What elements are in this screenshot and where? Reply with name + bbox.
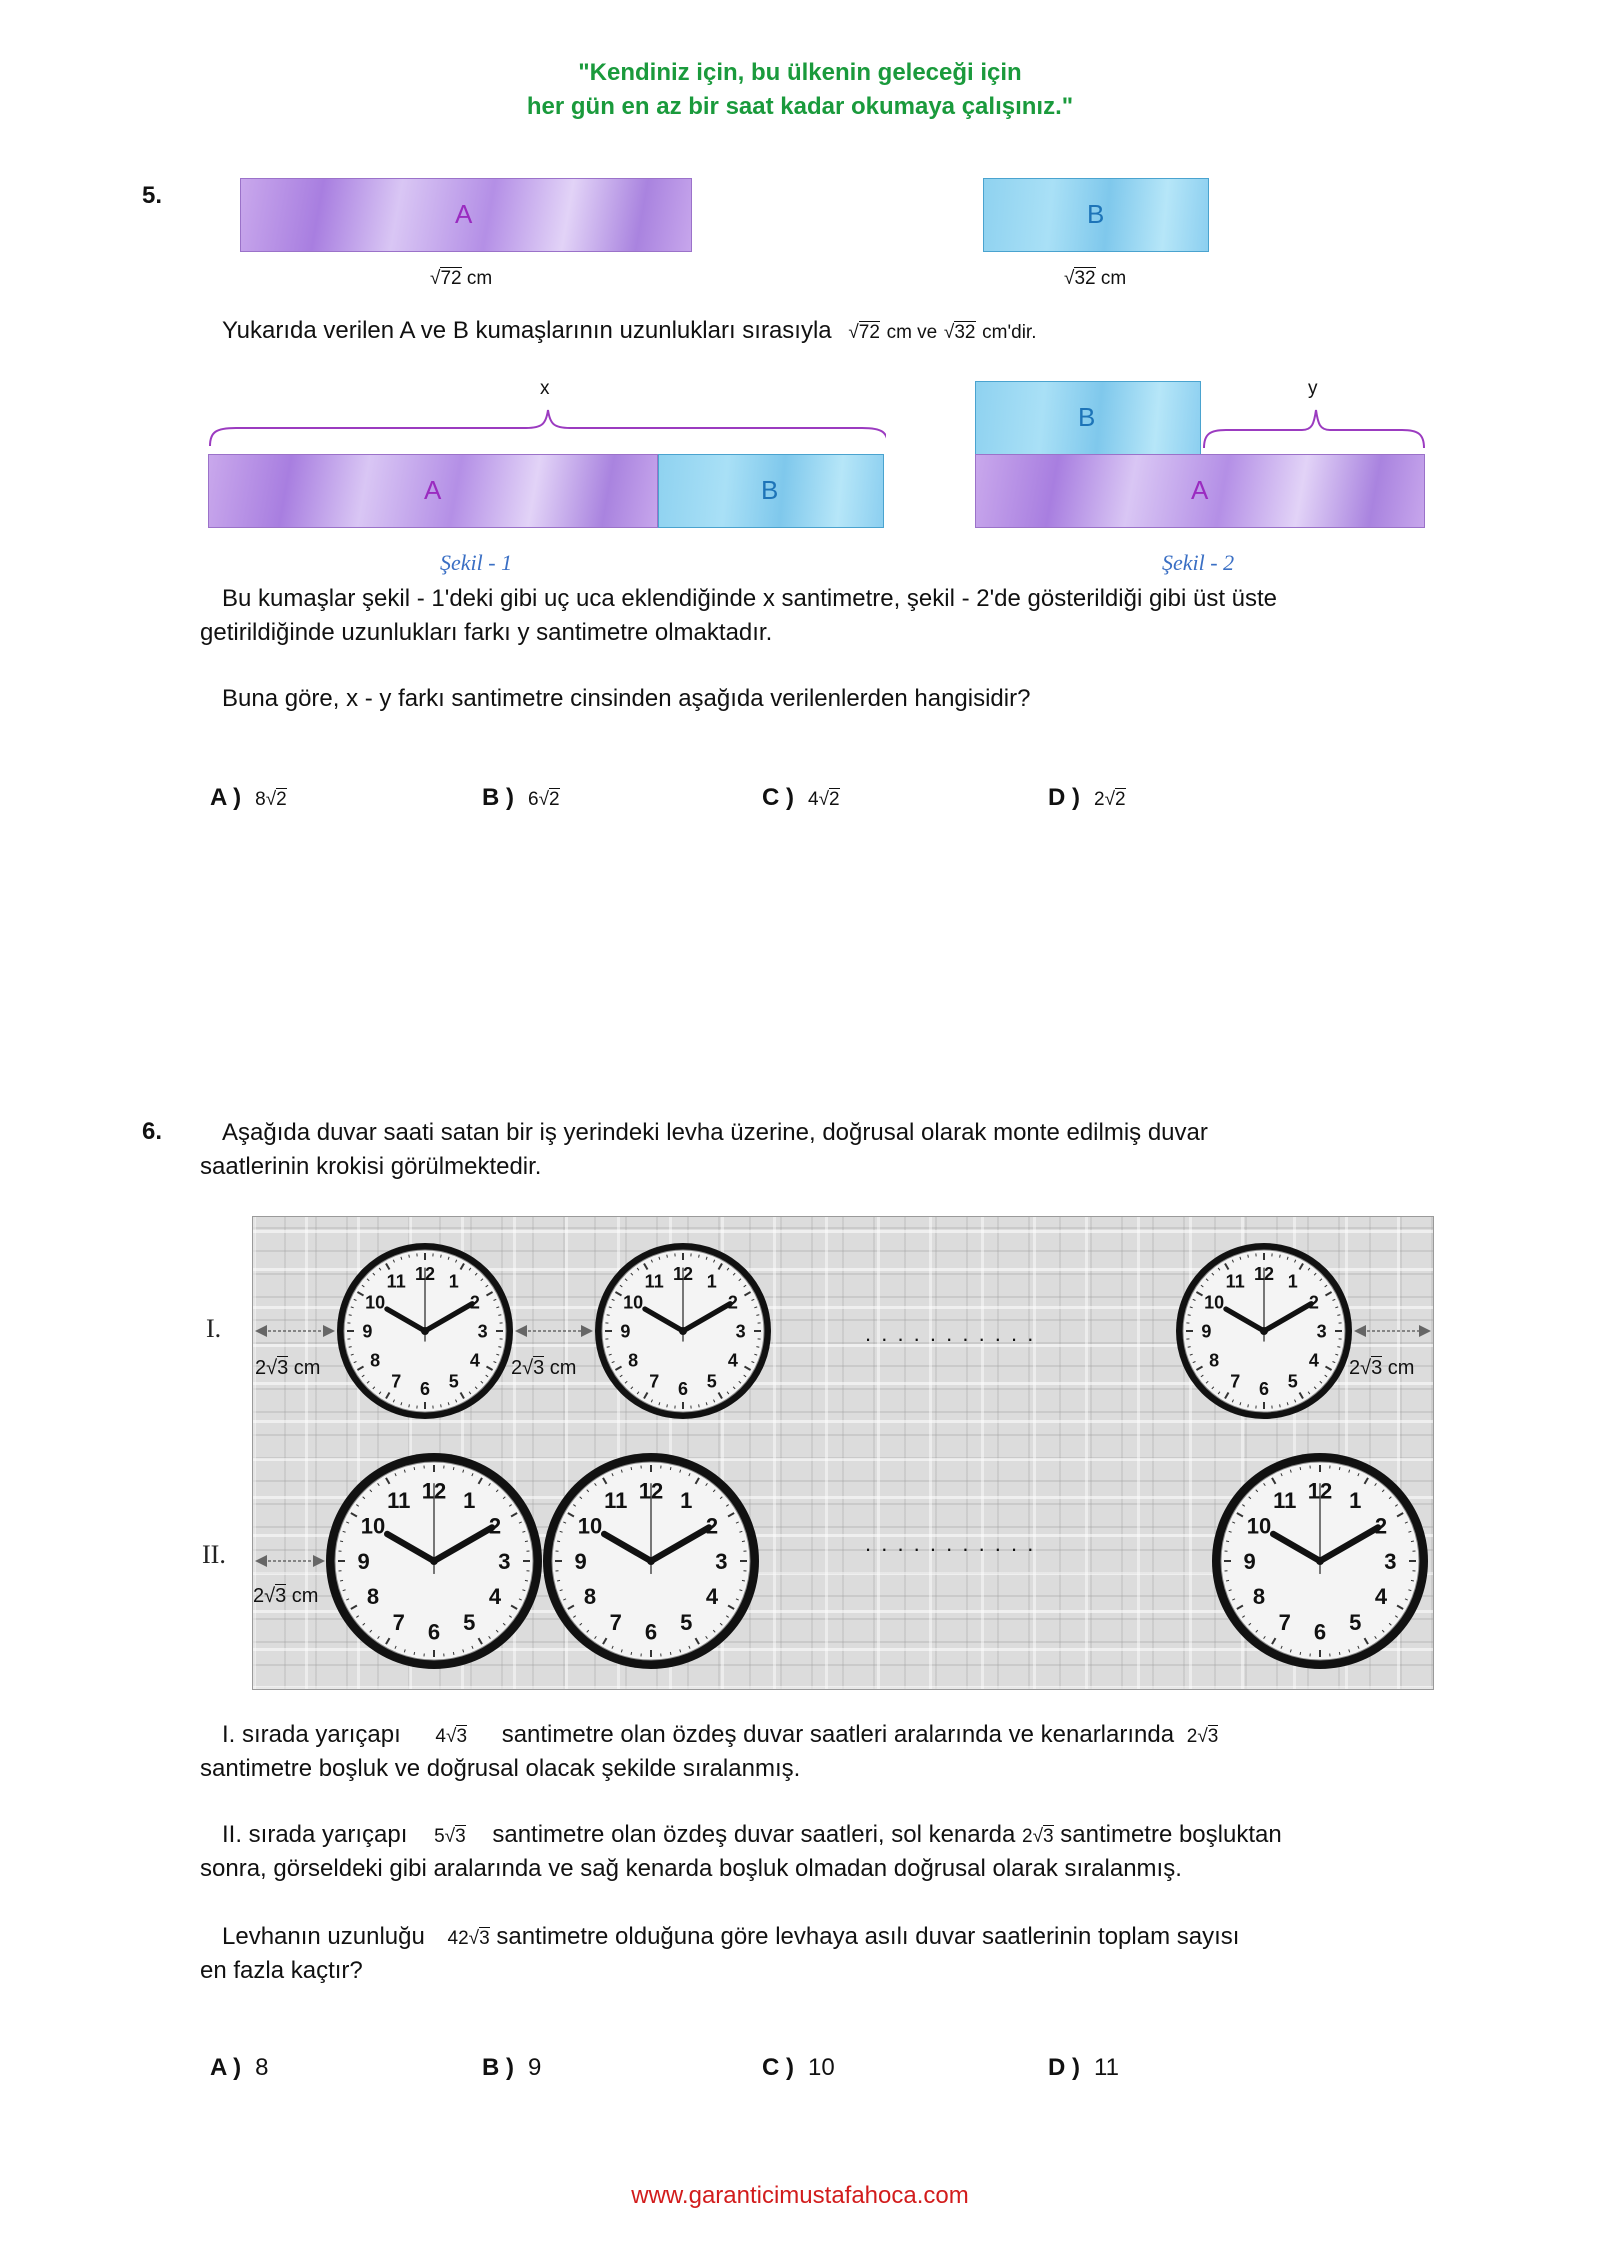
q6-p2-line2: sonra, görseldeki gibi aralarında ve sağ kenarda boşluk olmadan doğrusal olarak sıralanmış. <box>200 1855 1182 1882</box>
coef: 2 <box>1186 1726 1198 1747</box>
radicand: 3 <box>1371 1357 1383 1379</box>
clock-tick <box>414 1652 415 1655</box>
row1-gap-left: 2√3 cm <box>255 1357 321 1379</box>
clock-tick <box>340 1541 343 1542</box>
clock-number: 4 <box>488 1584 502 1610</box>
radicand: 3 <box>275 1585 287 1607</box>
option-key: A ) <box>210 2054 242 2081</box>
gap-unit: cm <box>291 1585 319 1607</box>
text: santimetre boşluktan <box>1060 1821 1282 1848</box>
motivational-quote-line2: her gün en az bir saat kadar okumaya çalışınız." <box>526 93 1074 120</box>
clock-number: 1 <box>706 1271 717 1292</box>
clock-tick <box>453 1652 454 1655</box>
clock-tick <box>1226 1541 1229 1542</box>
fabric-b-length <box>1064 268 1126 290</box>
clock-tick <box>1339 1467 1340 1470</box>
clock-tick <box>1337 1315 1340 1316</box>
y-label: y <box>1308 378 1318 399</box>
clock-number: 3 <box>715 1548 728 1574</box>
clock-tick <box>1248 1255 1249 1258</box>
radicand: 2 <box>1115 789 1126 810</box>
clock-number: 9 <box>620 1321 631 1342</box>
option-key: C ) <box>762 784 794 811</box>
clock-tick <box>1411 1541 1414 1542</box>
clock-tick <box>667 1255 668 1258</box>
clock-number: 8 <box>370 1350 381 1371</box>
clock-tick <box>498 1347 501 1348</box>
option-key: D ) <box>1048 784 1080 811</box>
clock-number: 1 <box>1287 1271 1298 1292</box>
q6-p1-line2: santimetre boşluk ve doğrusal olacak şekilde sıralanmış. <box>200 1755 801 1782</box>
clock-tick <box>756 1347 759 1348</box>
clock-number: 3 <box>1316 1321 1327 1342</box>
clock-number: 8 <box>628 1350 639 1371</box>
clock-number: 9 <box>362 1321 373 1342</box>
clock-number: 11 <box>386 1271 406 1292</box>
clock-tick <box>453 1467 454 1470</box>
fabric-b-label: B <box>1078 402 1096 432</box>
figure1-fabric-b <box>658 454 884 528</box>
clock-number: 12 <box>1253 1263 1275 1284</box>
sqrt-symbol: √72 <box>430 268 462 289</box>
clock-number: 8 <box>1209 1350 1220 1371</box>
clock-number: 9 <box>357 1548 370 1574</box>
radicand: 3 <box>1043 1826 1054 1847</box>
clock-number: 5 <box>463 1609 476 1635</box>
coef: 5 <box>434 1826 445 1847</box>
radicand: 3 <box>455 1826 466 1847</box>
clock-number: 6 <box>427 1619 441 1645</box>
clock-tick <box>607 1347 610 1348</box>
row1-gap-right: 2√3 cm <box>1349 1357 1415 1379</box>
row2-gap-left: 2√3 cm <box>253 1585 319 1607</box>
clock-tick <box>557 1580 560 1581</box>
gap-unit: cm <box>1387 1357 1415 1379</box>
unit: cm <box>466 268 493 289</box>
coef: 4 <box>435 1726 446 1747</box>
clock-tick <box>670 1467 671 1470</box>
clock-tick <box>1280 1404 1281 1407</box>
clock-number: 12 <box>672 1263 694 1284</box>
arrow-head-right <box>1419 1325 1431 1337</box>
clock-number: 4 <box>1374 1584 1388 1610</box>
fabric-b-label: B <box>761 475 779 505</box>
q6-p3-line1 <box>222 1920 1239 1956</box>
q6-intro-line2: saatlerinin krokisi görülmektedir. <box>200 1153 542 1180</box>
q5-intro-end: cm'dir. <box>982 322 1037 343</box>
arrow-head-left <box>255 1325 267 1337</box>
clock-number: 11 <box>644 1271 664 1292</box>
clock-tick <box>1280 1255 1281 1258</box>
q5-paragraph-line2: getirildiğinde uzunlukları farkı y santimetre olmaktadır. <box>200 619 773 646</box>
fabric-a-label: A <box>424 475 442 505</box>
brace-y <box>1202 404 1426 450</box>
clock-number: 12 <box>638 1478 664 1504</box>
arrow-head-right <box>313 1555 325 1567</box>
option-coef: 2 <box>1094 789 1105 810</box>
option-key: A ) <box>210 784 242 811</box>
clock-board-drawing <box>253 1217 1433 1689</box>
clock-number: 4 <box>705 1584 719 1610</box>
clock-number: 3 <box>735 1321 746 1342</box>
x-label: x <box>540 378 550 399</box>
clock-tick <box>1411 1580 1414 1581</box>
q5-intro-text: Yukarıda verilen A ve B kumaşlarının uzunlukları sırasıyla <box>222 317 832 344</box>
row1-continuation-dots: . . . . . . . . . . . <box>865 1321 1036 1346</box>
gap-unit: cm <box>293 1357 321 1379</box>
row1-clock-3 <box>1176 1243 1352 1419</box>
clock-center <box>1316 1557 1324 1565</box>
clock-number: 1 <box>463 1487 476 1513</box>
clock-number: 2 <box>705 1513 719 1539</box>
clock-tick <box>441 1255 442 1258</box>
coef: 42 <box>447 1928 469 1949</box>
row1-gap-arrow-left <box>255 1325 335 1337</box>
question-5-number: 5. <box>142 182 163 209</box>
option-key: D ) <box>1048 2054 1080 2081</box>
option-coef: 8 <box>255 789 266 810</box>
clock-number: 7 <box>1278 1609 1291 1635</box>
fabric-b-label: B <box>1087 199 1105 229</box>
fabric-a-top <box>240 178 692 252</box>
radicand: 3 <box>277 1357 289 1379</box>
gap-value: 2√3 <box>1186 1726 1219 1747</box>
q5-intro-b: √32 <box>943 322 976 343</box>
clock-number: 10 <box>577 1513 603 1539</box>
gap-coef: 2 <box>253 1585 265 1607</box>
clock-number: 10 <box>360 1513 386 1539</box>
clock-tick <box>1300 1467 1301 1470</box>
radicand: 3 <box>533 1357 545 1379</box>
clock-tick <box>557 1541 560 1542</box>
clock-tick <box>742 1541 745 1542</box>
clock-number: 7 <box>609 1609 622 1635</box>
q6-p3-line2: en fazla kaçtır? <box>200 1957 363 1984</box>
figure2-fabric-b <box>975 381 1201 455</box>
row2-label: II. <box>202 1540 226 1569</box>
clock-number: 6 <box>1313 1619 1327 1645</box>
clock-center <box>421 1327 429 1335</box>
q6-option-c[interactable] <box>762 2054 835 2082</box>
clock-number: 8 <box>1252 1584 1266 1610</box>
fabric-b-top <box>983 178 1209 252</box>
row1-gap-middle: 2√3 cm <box>511 1357 577 1379</box>
option-value: 9 <box>528 2054 542 2081</box>
row2-clock-1 <box>326 1453 542 1669</box>
clock-tick <box>1300 1652 1301 1655</box>
clock-number: 10 <box>623 1292 644 1313</box>
sqrt-symbol: √32 <box>1064 268 1096 289</box>
clock-number: 12 <box>421 1478 447 1504</box>
gap-coef: 2 <box>511 1357 523 1379</box>
clock-number: 3 <box>498 1548 511 1574</box>
clock-number: 5 <box>706 1371 717 1392</box>
radicand: 2 <box>276 789 287 810</box>
clock-number: 2 <box>1308 1292 1319 1313</box>
clock-number: 5 <box>1349 1609 1362 1635</box>
clock-tick <box>1226 1580 1229 1581</box>
clock-number: 12 <box>1307 1478 1333 1504</box>
clock-tick <box>409 1404 410 1407</box>
clock-center <box>1260 1327 1268 1335</box>
radicand: 2 <box>549 789 560 810</box>
clock-number: 6 <box>1258 1379 1270 1400</box>
clock-center <box>647 1557 655 1565</box>
clock-tick <box>409 1255 410 1258</box>
clock-number: 10 <box>1246 1513 1272 1539</box>
clock-tick <box>349 1315 352 1316</box>
option-key: B ) <box>482 784 514 811</box>
clock-tick <box>607 1315 610 1316</box>
q5-question: Buna göre, x - y farkı santimetre cinsinden aşağıda verilenlerden hangisidir? <box>222 685 1031 712</box>
arrow-head-left <box>255 1555 267 1567</box>
row2-clock-3 <box>1212 1453 1428 1669</box>
clock-number: 2 <box>727 1292 738 1313</box>
radicand: 72 <box>440 268 462 289</box>
brace-x <box>206 402 886 450</box>
text: II. sırada yarıçapı <box>222 1821 408 1848</box>
clock-number: 6 <box>677 1379 689 1400</box>
gap-coef: 2 <box>1349 1357 1361 1379</box>
clock-tick <box>349 1347 352 1348</box>
option-key: C ) <box>762 2054 794 2081</box>
q6-option-d[interactable] <box>1048 2054 1119 2082</box>
row1-label: I. <box>206 1314 222 1343</box>
clock-tick <box>441 1404 442 1407</box>
q5-intro <box>222 314 1036 350</box>
clock-number: 8 <box>366 1584 380 1610</box>
q5-option-b[interactable]: B ) 6√2 <box>482 784 560 811</box>
option-value: 11 <box>1094 2054 1119 2081</box>
clock-tick <box>670 1652 671 1655</box>
clock-number: 3 <box>477 1321 488 1342</box>
row1-clock-2 <box>595 1243 771 1419</box>
clock-number: 4 <box>469 1350 480 1371</box>
fabric-a-length <box>430 268 492 290</box>
row1-gap-arrow-right <box>1354 1325 1431 1337</box>
figure2-fabric-a <box>975 454 1425 528</box>
q6-p2-line1 <box>222 1818 1282 1854</box>
clock-number: 2 <box>488 1513 502 1539</box>
figure1-caption: Şekil - 1 <box>440 550 513 575</box>
unit: cm <box>1100 268 1127 289</box>
radicand: 3 <box>479 1928 490 1949</box>
row2-continuation-dots: . . . . . . . . . . . <box>865 1531 1036 1556</box>
clock-number: 9 <box>574 1548 587 1574</box>
q6-option-a[interactable] <box>210 2054 268 2082</box>
coef: 2 <box>1021 1826 1033 1847</box>
q6-p1-line1 <box>222 1718 1218 1754</box>
clock-number: 6 <box>644 1619 658 1645</box>
clock-tick <box>525 1580 528 1581</box>
text: santimetre olan özdeş duvar saatleri aralarında ve kenarlarında <box>501 1721 1175 1748</box>
arrow-head-left <box>1354 1325 1366 1337</box>
q5-option-c[interactable]: C ) 4√2 <box>762 784 840 811</box>
question-6-number: 6. <box>142 1118 163 1145</box>
q5-intro-mid: cm ve <box>886 322 938 343</box>
q5-option-d[interactable]: D ) 2√2 <box>1048 784 1126 811</box>
radicand: 3 <box>456 1726 468 1747</box>
q5-intro-a: √72 <box>848 322 880 343</box>
clock-number: 7 <box>391 1371 402 1392</box>
option-coef: 6 <box>528 789 539 810</box>
clock-number: 7 <box>392 1609 405 1635</box>
clock-number: 5 <box>1287 1371 1298 1392</box>
clock-number: 10 <box>365 1292 386 1313</box>
text: santimetre olduğuna göre levhaya asılı duvar saatlerinin toplam sayısı <box>496 1923 1240 1950</box>
clock-tick <box>699 1404 700 1407</box>
gap-coef: 2 <box>255 1357 267 1379</box>
radius-value: 4√3 <box>435 1726 468 1747</box>
text: I. sırada yarıçapı <box>222 1721 401 1748</box>
row1-clock-1 <box>337 1243 513 1419</box>
clock-tick <box>631 1467 632 1470</box>
arrow-head-left <box>515 1325 527 1337</box>
clock-tick <box>631 1652 632 1655</box>
clock-tick <box>1248 1404 1249 1407</box>
clock-number: 9 <box>1243 1548 1256 1574</box>
option-key: B ) <box>482 2054 514 2081</box>
clock-center <box>679 1327 687 1335</box>
clock-tick <box>1339 1652 1340 1655</box>
clock-tick <box>699 1255 700 1258</box>
board-length: 42√3 <box>447 1928 490 1949</box>
q6-option-b[interactable] <box>482 2054 541 2082</box>
clock-number: 12 <box>414 1263 436 1284</box>
clock-tick <box>667 1404 668 1407</box>
clock-tick <box>414 1467 415 1470</box>
radicand: 72 <box>858 322 880 343</box>
row2-clock-2 <box>543 1453 759 1669</box>
row1-gap-arrow-middle <box>515 1325 593 1337</box>
clock-number: 2 <box>1374 1513 1388 1539</box>
clock-number: 10 <box>1204 1292 1225 1313</box>
clock-number: 1 <box>680 1487 693 1513</box>
clock-number: 11 <box>387 1487 411 1513</box>
option-value: 8 <box>255 2054 269 2081</box>
radius-value: 5√3 <box>434 1826 466 1847</box>
clock-number: 6 <box>419 1379 431 1400</box>
figure2-caption: Şekil - 2 <box>1162 550 1235 575</box>
radicand: 32 <box>1074 268 1096 289</box>
figure1-fabric-a <box>208 454 658 528</box>
radicand: 32 <box>954 322 976 343</box>
q5-paragraph-line1: Bu kumaşlar şekil - 1'deki gibi uç uca eklendiğinde x santimetre, şekil - 2'de gösterildiği gibi üst üste <box>222 585 1278 612</box>
arrow-head-right <box>323 1325 335 1337</box>
clock-number: 11 <box>1225 1271 1245 1292</box>
clock-tick <box>498 1315 501 1316</box>
clock-tick <box>756 1315 759 1316</box>
clock-tick <box>1188 1315 1191 1316</box>
gap-unit: cm <box>549 1357 577 1379</box>
gap-value: 2√3 <box>1021 1826 1054 1847</box>
clock-number: 9 <box>1201 1321 1212 1342</box>
clock-tick <box>525 1541 528 1542</box>
clock-tick <box>1337 1347 1340 1348</box>
text: santimetre olan özdeş duvar saatleri, sol kenarda <box>492 1821 1016 1848</box>
text: Levhanın uzunluğu <box>222 1923 425 1950</box>
clock-number: 1 <box>448 1271 459 1292</box>
clock-board <box>252 1216 1434 1690</box>
clock-number: 4 <box>727 1350 738 1371</box>
clock-number: 11 <box>1273 1487 1297 1513</box>
clock-number: 7 <box>1230 1371 1241 1392</box>
arrow-head-right <box>581 1325 593 1337</box>
option-coef: 4 <box>808 789 819 810</box>
clock-number: 7 <box>649 1371 660 1392</box>
clock-number: 4 <box>1308 1350 1319 1371</box>
footer-url[interactable]: www.garanticimustafahoca.com <box>631 2182 969 2209</box>
clock-number: 3 <box>1384 1548 1397 1574</box>
clock-tick <box>1188 1347 1191 1348</box>
clock-number: 5 <box>680 1609 693 1635</box>
clock-number: 8 <box>583 1584 597 1610</box>
clock-tick <box>340 1580 343 1581</box>
clock-center <box>430 1557 438 1565</box>
q5-option-a[interactable]: A ) 8√2 <box>210 784 287 811</box>
row2-gap-arrow-left <box>255 1555 325 1567</box>
radicand: 2 <box>829 789 840 810</box>
clock-number: 11 <box>604 1487 628 1513</box>
clock-number: 2 <box>469 1292 480 1313</box>
clock-number: 5 <box>448 1371 459 1392</box>
option-value: 10 <box>808 2054 835 2081</box>
clock-number: 1 <box>1349 1487 1362 1513</box>
motivational-quote-line1: "Kendiniz için, bu ülkenin geleceği için <box>578 59 1022 86</box>
fabric-a-label: A <box>455 199 473 229</box>
q6-intro-line1: Aşağıda duvar saati satan bir iş yerindeki levha üzerine, doğrusal olarak monte edilmiş duvar <box>222 1119 1208 1146</box>
radicand: 3 <box>1207 1726 1219 1747</box>
fabric-a-label: A <box>1191 475 1209 505</box>
clock-tick <box>742 1580 745 1581</box>
